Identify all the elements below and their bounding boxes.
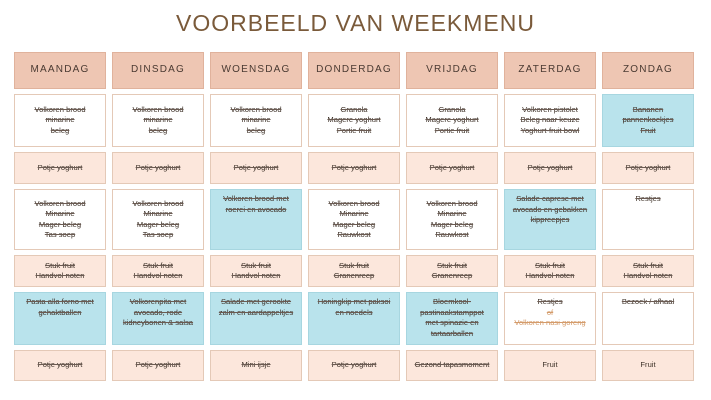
menu-item-text: Portie fruit <box>434 125 470 135</box>
menu-item-text: Fruit <box>640 125 656 135</box>
menu-item-text: Tas soep <box>44 230 76 239</box>
menu-cell <box>112 292 204 345</box>
menu-cell <box>602 189 694 250</box>
menu-item-text: Volkoren brood <box>132 104 184 114</box>
menu-item-text: Yoghurt-fruit bowl <box>520 125 580 135</box>
menu-item-text: Portie fruit <box>336 125 372 135</box>
menu-item-text: Potje yoghurt <box>527 162 573 172</box>
menu-cell <box>406 189 498 250</box>
menu-cell <box>308 255 400 287</box>
menu-cell <box>210 152 302 184</box>
menu-item-text: Minarine <box>143 209 173 218</box>
menu-item-text: beleg <box>246 125 266 135</box>
menu-item-text: Potje yoghurt <box>37 162 83 172</box>
menu-item-text: Volkoren pistolet <box>522 104 578 114</box>
menu-item-text: Granenreep <box>333 271 375 280</box>
menu-cell <box>308 94 400 147</box>
menu-item-text: Stuk fruit <box>45 260 75 270</box>
menu-item-text: Potje yoghurt <box>331 162 377 172</box>
menu-item-text: beleg <box>50 125 70 135</box>
menu-item-text: Mini ijsje <box>241 360 271 370</box>
menu-cell <box>504 292 596 345</box>
menu-cell <box>406 292 498 345</box>
menu-cell <box>112 152 204 184</box>
menu-cell <box>406 152 498 184</box>
day-header-zaterdag: ZATERDAG <box>504 52 596 89</box>
menu-item-text: en noedels <box>335 307 373 317</box>
menu-cell <box>504 255 596 287</box>
menu-item-text: Fruit <box>640 360 656 370</box>
page-title: VOORBEELD VAN WEEKMENU <box>176 10 535 36</box>
menu-cell <box>210 94 302 147</box>
day-header-maandag: MAANDAG <box>14 52 106 89</box>
menu-item-text: of <box>546 307 554 317</box>
menu-item-text: Handvol noten <box>623 271 673 280</box>
menu-item-text: Potje yoghurt <box>429 162 475 172</box>
menu-cell <box>602 94 694 147</box>
menu-item-text: Mager beleg <box>430 219 474 229</box>
menu-cell <box>14 94 106 147</box>
menu-cell <box>308 189 400 250</box>
menu-cell <box>210 350 302 381</box>
menu-item-text: Stuk fruit <box>241 260 271 270</box>
menu-cell <box>308 292 400 345</box>
menu-item-text: Bezoek / afhaal <box>621 297 675 306</box>
menu-item-text: Minarine <box>45 209 75 218</box>
menu-item-text: Bananen <box>632 104 664 114</box>
menu-item-text: Granola <box>340 104 368 114</box>
menu-item-text: Volkoren brood <box>34 104 86 114</box>
day-header-zondag: ZONDAG <box>602 52 694 89</box>
menu-item-text: Handvol noten <box>133 271 183 280</box>
menu-item-text: Rauwkost <box>337 230 371 239</box>
menu-cell <box>210 292 302 345</box>
menu-cell <box>14 152 106 184</box>
day-header-donderdag: DONDERDAG <box>308 52 400 89</box>
menu-item-text: Restjes <box>635 194 661 203</box>
menu-cell <box>504 152 596 184</box>
menu-item-text: pastinaakstamppot <box>420 307 484 317</box>
menu-cell <box>112 255 204 287</box>
menu-cell <box>210 189 302 250</box>
menu-item-text: minarine <box>45 115 75 125</box>
menu-item-text: met spinazie en <box>425 318 479 327</box>
menu-item-text: Stuk fruit <box>535 260 565 270</box>
menu-item-text: Gezond tapasmoment <box>414 360 490 370</box>
menu-item-text: tartaarballen <box>430 328 474 338</box>
menu-item-text: Minarine <box>339 209 369 218</box>
menu-item-text: avocado en gebakken <box>512 204 588 214</box>
menu-item-text: Volkoren brood met <box>223 194 289 203</box>
menu-item-text: Stuk fruit <box>143 260 173 270</box>
menu-item-text: Handvol noten <box>35 271 85 280</box>
menu-item-text: Stuk fruit <box>339 260 369 270</box>
menu-item-text: roerei en avocado <box>225 204 287 214</box>
menu-item-text: pannenkoekjes <box>622 115 674 125</box>
menu-item-text: gehaktballen <box>38 307 82 317</box>
menu-item-text: Volkoren brood <box>132 198 184 208</box>
menu-item-text: Potje yoghurt <box>135 162 181 172</box>
menu-cell <box>504 350 596 381</box>
menu-item-text: Mager beleg <box>136 219 180 229</box>
menu-item-text: Volkorenpita met <box>129 297 187 306</box>
day-header-vrijdag: VRIJDAG <box>406 52 498 89</box>
menu-item-text: Rauwkost <box>435 230 469 239</box>
menu-item-text: Handvol noten <box>231 271 281 280</box>
menu-item-text: zalm en aardappeltjes <box>218 307 294 317</box>
menu-item-text: Mager beleg <box>38 219 82 229</box>
menu-item-text: minarine <box>143 115 173 125</box>
menu-item-text: Honingkip met paksoi <box>317 297 391 306</box>
menu-item-text: Mager beleg <box>332 219 376 229</box>
menu-item-text: Magere yoghurt <box>327 115 381 125</box>
menu-cell <box>504 189 596 250</box>
menu-item-text: Salade met gerookte <box>220 297 292 306</box>
menu-cell <box>308 350 400 381</box>
menu-cell <box>602 292 694 345</box>
menu-cell <box>406 255 498 287</box>
menu-item-text: Volkoren brood <box>328 198 380 208</box>
menu-item-text: Granenreep <box>431 271 473 280</box>
weekmenu-table <box>14 52 694 381</box>
menu-item-text: Volkoren nasi goreng <box>514 318 586 327</box>
day-header-woensdag: WOENSDAG <box>210 52 302 89</box>
menu-item-text: kippreepjes <box>530 215 570 224</box>
menu-item-text: minarine <box>241 115 271 125</box>
menu-cell <box>112 94 204 147</box>
menu-item-text: Granola <box>438 104 466 114</box>
day-header-dinsdag: DINSDAG <box>112 52 204 89</box>
menu-item-text: Potje yoghurt <box>37 360 83 370</box>
menu-cell <box>602 255 694 287</box>
menu-item-text: Potje yoghurt <box>331 360 377 370</box>
menu-item-text: Magere yoghurt <box>425 115 479 125</box>
menu-item-text: avocado, rode <box>133 307 183 317</box>
menu-item-text: Restjes <box>537 297 563 306</box>
menu-item-text: Fruit <box>542 360 558 370</box>
menu-cell <box>112 350 204 381</box>
menu-cell <box>14 189 106 250</box>
menu-cell <box>406 350 498 381</box>
menu-cell <box>504 94 596 147</box>
menu-item-text: kidneybonen & salsa <box>122 318 194 327</box>
menu-item-text: Stuk fruit <box>633 260 663 270</box>
menu-cell <box>602 350 694 381</box>
menu-item-text: Pasta alla forno met <box>26 297 94 306</box>
menu-cell <box>308 152 400 184</box>
menu-cell <box>14 350 106 381</box>
menu-item-text: Volkoren brood <box>426 198 478 208</box>
menu-item-text: Bloemkool- <box>433 297 471 306</box>
menu-item-text: Salade caprese met <box>516 194 584 203</box>
menu-item-text: Handvol noten <box>525 271 575 280</box>
menu-item-text: Beleg naar keuze <box>520 115 580 125</box>
menu-cell <box>602 152 694 184</box>
menu-item-text: Tas soep <box>142 230 174 239</box>
menu-item-text: Volkoren brood <box>34 198 86 208</box>
menu-item-text: Volkoren brood <box>230 104 282 114</box>
menu-cell <box>406 94 498 147</box>
menu-cell <box>210 255 302 287</box>
menu-item-text: beleg <box>148 125 168 135</box>
menu-item-text: Potje yoghurt <box>625 162 671 172</box>
menu-item-text: Stuk fruit <box>437 260 467 270</box>
menu-cell <box>14 292 106 345</box>
menu-item-text: Potje yoghurt <box>135 360 181 370</box>
menu-cell <box>14 255 106 287</box>
menu-cell <box>112 189 204 250</box>
menu-item-text: Minarine <box>437 209 467 218</box>
menu-item-text: Potje yoghurt <box>233 162 279 172</box>
